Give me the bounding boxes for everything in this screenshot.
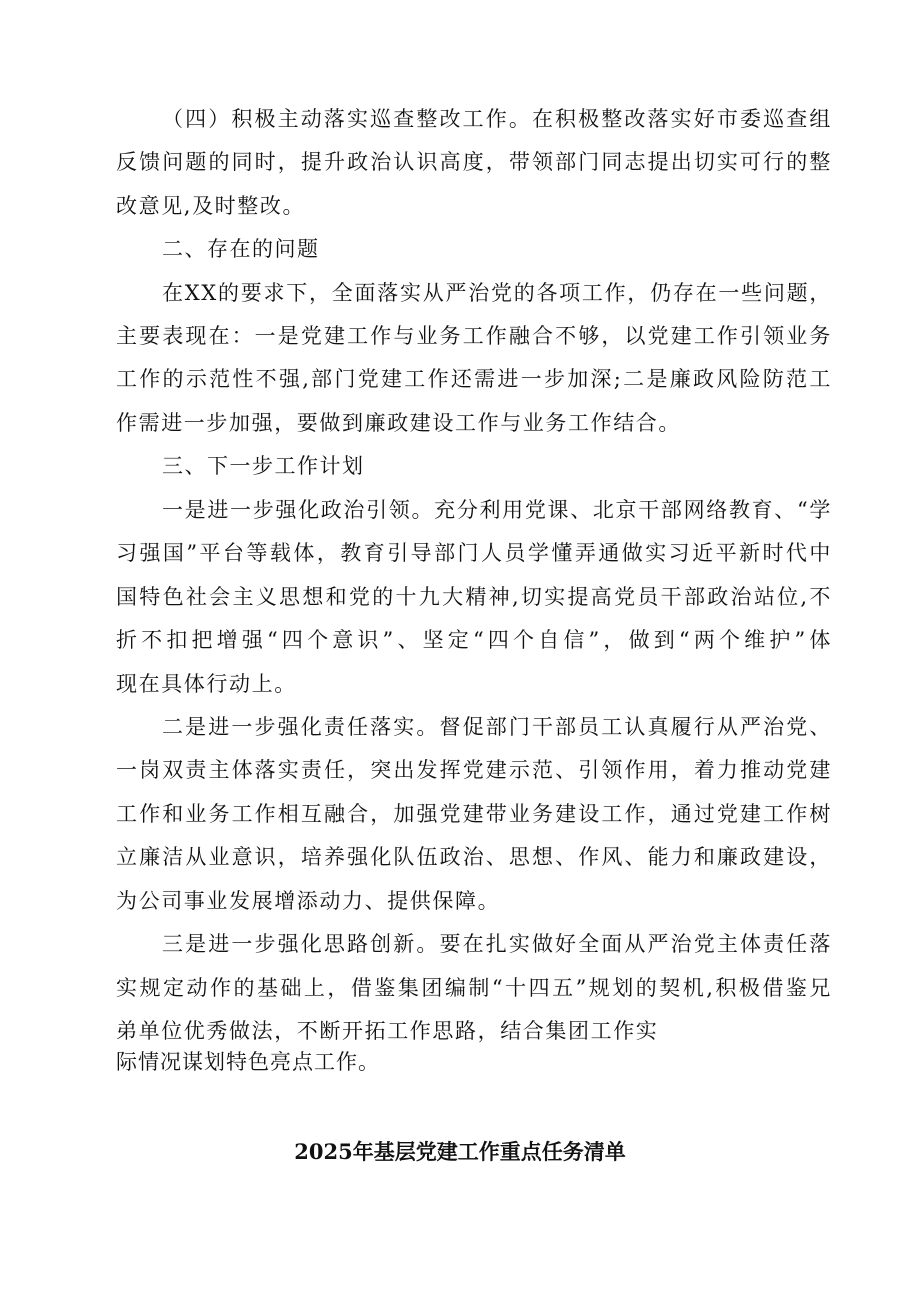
plan-1-line-1: 一是进一步强化政治引领。充分利用党课、北京干部网络教育、“学 — [162, 498, 832, 522]
plan-1-line-2: 习强国”平台等载体，教育引导部门人员学懂弄通做实习近平新时代中 — [116, 541, 832, 565]
section-2-line-3: 工作的示范性不强,部门党建工作还需进一步加深;二是廉政风险防范工 — [116, 367, 832, 391]
section-2-line-2: 主要表现在：一是党建工作与业务工作融合不够，以党建工作引领业务 — [116, 324, 832, 348]
section-2-line-1: 在XX的要求下，全面落实从严治党的各项工作，仍存在一些问题， — [162, 281, 832, 305]
plan-2-line-3: 工作和业务工作相互融合，加强党建带业务建设工作，通过党建工作树 — [116, 802, 832, 826]
plan-2-line-2: 一岗双责主体落实责任，突出发挥党建示范、引领作用，着力推动党建 — [116, 758, 832, 782]
section-3-heading: 三、下一步工作计划 — [162, 454, 365, 478]
plan-2-line-1: 二是进一步强化责任落实。督促部门干部员工认真履行从严治党、 — [162, 715, 832, 739]
plan-2-line-5: 为公司事业发展增添动力、提供保障。 — [116, 889, 501, 913]
paragraph-4-line-3: 改意见,及时整改。 — [116, 194, 306, 218]
plan-1-line-3: 国特色社会主义思想和党的十九大精神,切实提高党员干部政治站位,不 — [116, 585, 832, 609]
section-2-heading: 二、存在的问题 — [162, 237, 320, 261]
plan-2-line-4: 立廉洁从业意识，培养强化队伍政治、思想、作风、能力和廉政建设， — [116, 845, 832, 869]
plan-3-line-1: 三是进一步强化思路创新。要在扎实做好全面从严治党主体责任落 — [162, 932, 832, 956]
document-title: 2025年基层党建工作重点任务清单 — [294, 1139, 626, 1164]
plan-3-line-2: 实规定动作的基础上，借鉴集团编制“十四五”规划的契机,积极借鉴兄 — [116, 976, 832, 1000]
plan-3-line-3: 弟单位优秀做法，不断开拓工作思路，结合集团工作实 — [116, 1019, 659, 1043]
paragraph-4-line-2: 反馈问题的同时，提升政治认识高度，带领部门同志提出切实可行的整 — [116, 150, 832, 174]
plan-1-line-5: 现在具体行动上。 — [116, 672, 297, 696]
paragraph-4-line-1: （四）积极主动落实巡查整改工作。在积极整改落实好市委巡查组 — [162, 107, 832, 131]
plan-1-line-4: 折不扣把增强“四个意识”、坚定“四个自信”，做到“两个维护”体 — [116, 628, 832, 652]
section-2-line-4: 作需进一步加强，要做到廉政建设工作与业务工作结合。 — [116, 411, 681, 435]
plan-3-line-4: 际情况谋划特色亮点工作。 — [116, 1050, 380, 1074]
